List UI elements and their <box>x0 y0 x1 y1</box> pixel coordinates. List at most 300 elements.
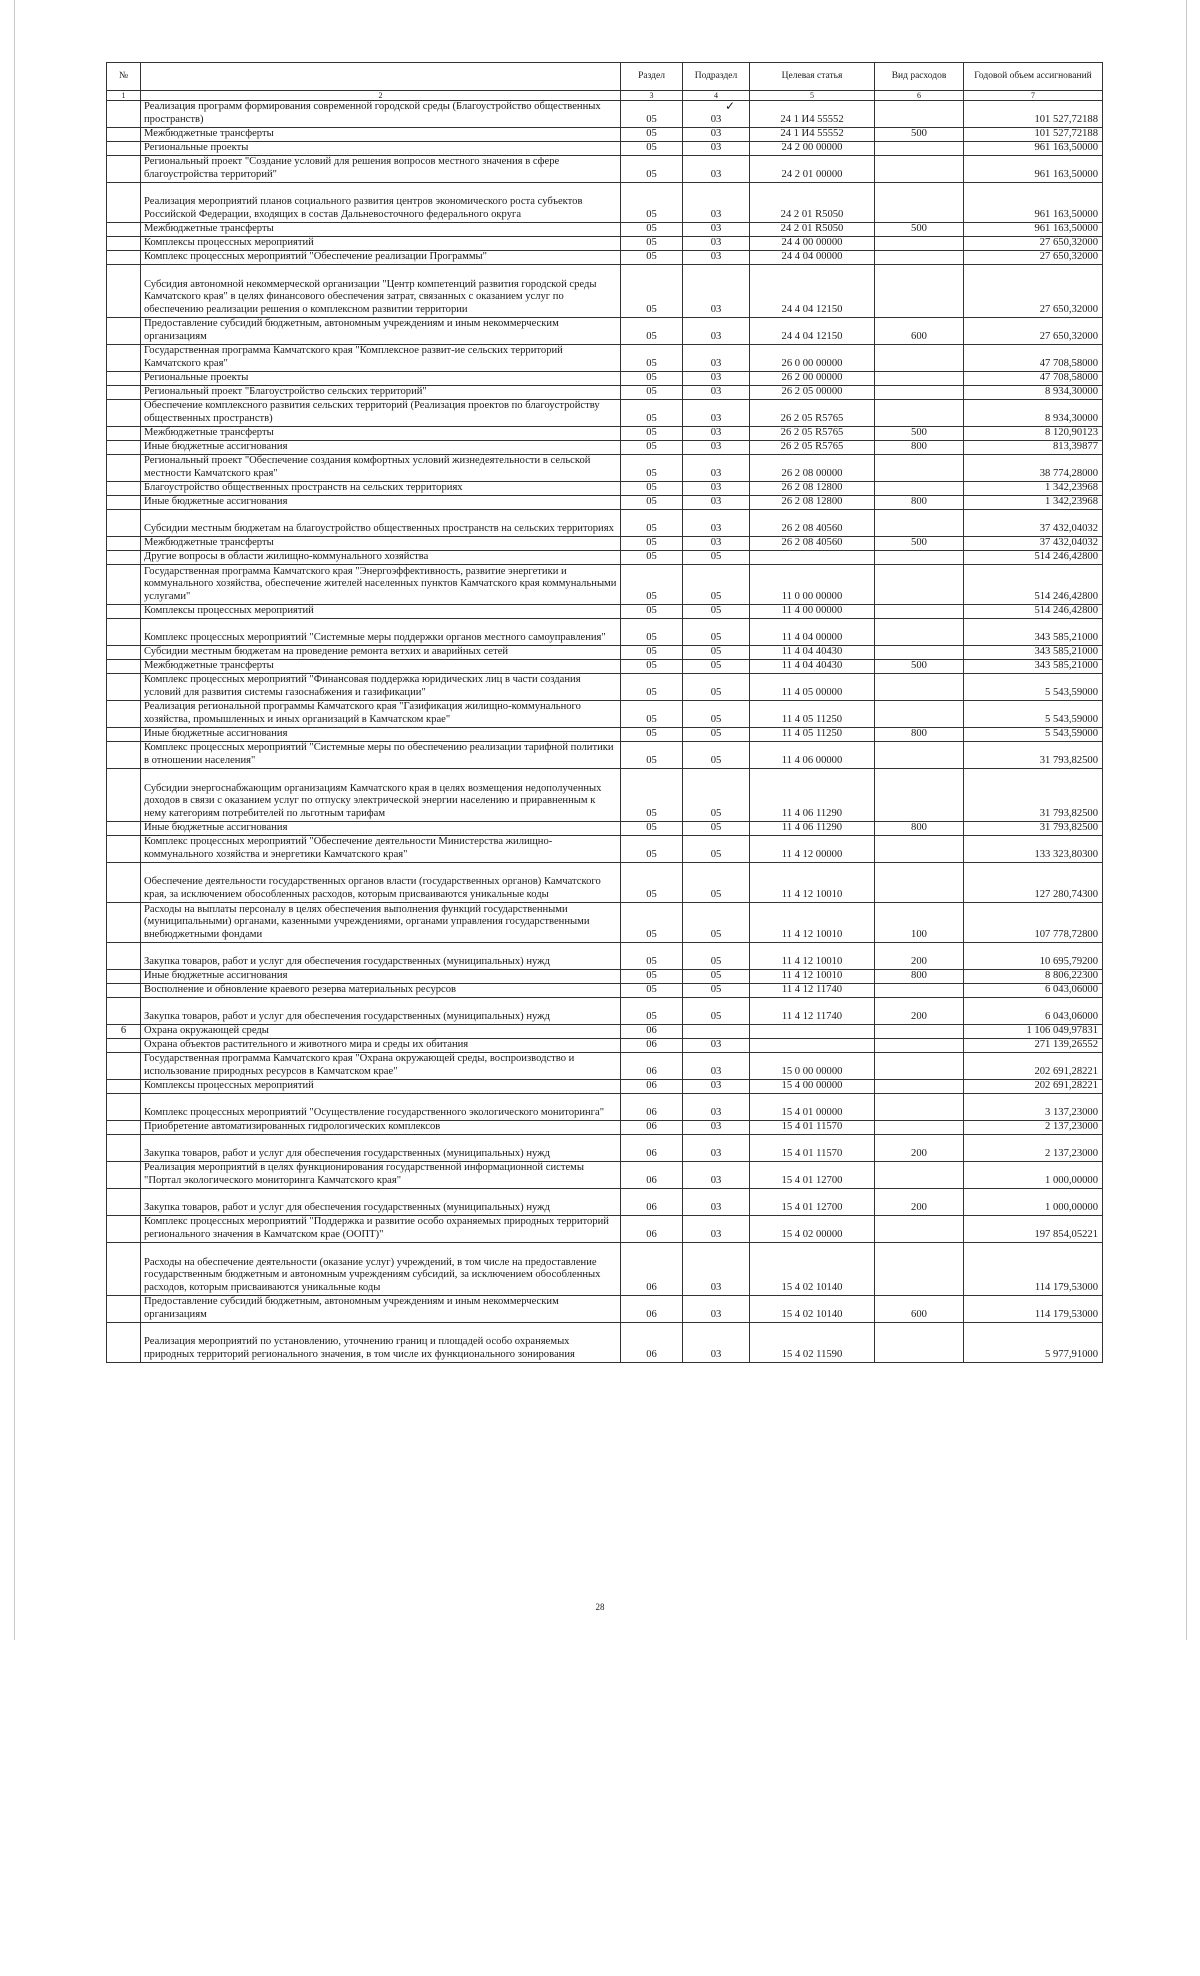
row-number <box>107 318 141 345</box>
table-row <box>107 660 1103 674</box>
row-name: Охрана объектов растительного и животного мира и среды их обитания <box>141 1039 621 1053</box>
row-number <box>107 1243 141 1296</box>
row-target-code: 15 4 01 12700 <box>750 1162 875 1189</box>
table-header-row <box>107 63 1103 91</box>
row-subsection: 05 <box>683 660 750 674</box>
row-section: 05 <box>621 142 683 156</box>
row-subsection: 03 <box>683 237 750 251</box>
row-expense-type <box>875 251 964 265</box>
row-name: Межбюджетные трансферты <box>141 427 621 441</box>
row-amount: 1 342,23968 <box>964 482 1103 496</box>
row-amount: 107 778,72800 <box>964 903 1103 943</box>
row-amount: 5 543,59000 <box>964 674 1103 701</box>
row-number <box>107 1216 141 1243</box>
row-target-code: 24 2 01 R5050 <box>750 223 875 237</box>
row-section: 05 <box>621 345 683 372</box>
row-amount: 31 793,82500 <box>964 769 1103 822</box>
row-amount: 8 934,30000 <box>964 386 1103 400</box>
row-amount: 961 163,50000 <box>964 142 1103 156</box>
row-subsection: 03 <box>683 482 750 496</box>
row-subsection: 03 <box>683 142 750 156</box>
row-number <box>107 1323 141 1363</box>
row-subsection: 05 <box>683 619 750 646</box>
row-amount: 514 246,42800 <box>964 551 1103 565</box>
table-body <box>107 101 1103 1363</box>
row-subsection: 03 <box>683 386 750 400</box>
row-subsection: 03 <box>683 455 750 482</box>
row-amount: 1 342,23968 <box>964 496 1103 510</box>
row-amount: 5 543,59000 <box>964 728 1103 742</box>
row-name: Реализация региональной программы Камчатского края "Газификация жилищно-коммунального хозяйства, промышленных и иных организаций в Камчатском крае" <box>141 701 621 728</box>
row-number <box>107 943 141 970</box>
row-target-code: 15 4 02 10140 <box>750 1243 875 1296</box>
row-target-code <box>750 1025 875 1039</box>
row-number <box>107 156 141 183</box>
row-subsection: 03 <box>683 1039 750 1053</box>
column-number: 6 <box>875 91 964 101</box>
row-number <box>107 183 141 223</box>
row-name: Комплексы процессных мероприятий <box>141 1080 621 1094</box>
row-number <box>107 101 141 128</box>
row-amount: 6 043,06000 <box>964 998 1103 1025</box>
table-row <box>107 619 1103 646</box>
table-row <box>107 400 1103 427</box>
row-section: 06 <box>621 1323 683 1363</box>
row-number <box>107 903 141 943</box>
row-name: Иные бюджетные ассигнования <box>141 728 621 742</box>
row-expense-type <box>875 1053 964 1080</box>
row-expense-type <box>875 836 964 863</box>
table-row <box>107 769 1103 822</box>
row-section: 05 <box>621 496 683 510</box>
row-section: 05 <box>621 183 683 223</box>
row-number <box>107 660 141 674</box>
row-amount: 343 585,21000 <box>964 619 1103 646</box>
column-number: 5 <box>750 91 875 101</box>
row-subsection: 05 <box>683 701 750 728</box>
table-row <box>107 1296 1103 1323</box>
row-expense-type <box>875 455 964 482</box>
row-number <box>107 1162 141 1189</box>
row-amount: 961 163,50000 <box>964 183 1103 223</box>
header-section: Раздел <box>621 63 683 91</box>
table-row <box>107 537 1103 551</box>
row-subsection: 03 <box>683 1135 750 1162</box>
row-section: 05 <box>621 156 683 183</box>
row-expense-type <box>875 674 964 701</box>
table-row <box>107 372 1103 386</box>
table-row <box>107 903 1103 943</box>
row-target-code <box>750 551 875 565</box>
row-section: 05 <box>621 265 683 318</box>
row-expense-type <box>875 1243 964 1296</box>
row-number <box>107 701 141 728</box>
row-amount: 8 934,30000 <box>964 400 1103 427</box>
row-name: Обеспечение деятельности государственных органов власти (государственных органов) Камчатского края, за исключением обособленных расходов, которым присваиваются уникальные коды <box>141 863 621 903</box>
row-number <box>107 551 141 565</box>
row-subsection <box>683 1025 750 1039</box>
row-target-code: 24 4 00 00000 <box>750 237 875 251</box>
row-target-code: 11 4 04 00000 <box>750 619 875 646</box>
row-amount: 6 043,06000 <box>964 984 1103 998</box>
row-name: Государственная программа Камчатского края "Комплексное развит-ие сельских территорий Камчатского края" <box>141 345 621 372</box>
row-name: Обеспечение комплексного развития сельских территорий (Реализация проектов по благоустройству общественных пространств) <box>141 400 621 427</box>
row-expense-type: 600 <box>875 318 964 345</box>
row-expense-type <box>875 510 964 537</box>
row-target-code: 15 4 02 10140 <box>750 1296 875 1323</box>
row-amount: 8 806,22300 <box>964 970 1103 984</box>
row-name: Реализация мероприятий планов социального развития центров экономического роста субъектов Российской Федерации, входящих в состав Дальневосточного федерального округа <box>141 183 621 223</box>
row-section: 05 <box>621 223 683 237</box>
row-number <box>107 728 141 742</box>
row-section: 05 <box>621 984 683 998</box>
row-amount: 114 179,53000 <box>964 1296 1103 1323</box>
row-target-code: 26 2 05 00000 <box>750 386 875 400</box>
row-expense-type <box>875 565 964 605</box>
header-exptype: Вид расходов <box>875 63 964 91</box>
row-section: 05 <box>621 943 683 970</box>
row-subsection: 05 <box>683 903 750 943</box>
row-amount: 10 695,79200 <box>964 943 1103 970</box>
row-subsection: 03 <box>683 265 750 318</box>
table-row <box>107 345 1103 372</box>
row-number <box>107 646 141 660</box>
row-expense-type: 800 <box>875 970 964 984</box>
row-section: 05 <box>621 998 683 1025</box>
row-target-code: 11 4 05 11250 <box>750 701 875 728</box>
table-row <box>107 674 1103 701</box>
row-subsection: 05 <box>683 551 750 565</box>
row-section: 05 <box>621 101 683 128</box>
row-section: 06 <box>621 1162 683 1189</box>
row-number <box>107 265 141 318</box>
row-expense-type <box>875 482 964 496</box>
row-section: 05 <box>621 646 683 660</box>
row-name: Иные бюджетные ассигнования <box>141 441 621 455</box>
table-row <box>107 1053 1103 1080</box>
table-row <box>107 510 1103 537</box>
table-row <box>107 863 1103 903</box>
row-expense-type <box>875 619 964 646</box>
row-section: 05 <box>621 660 683 674</box>
row-name: Реализация программ формирования современной городской среды (Благоустройство общественных пространств) <box>141 101 621 128</box>
row-amount: 127 280,74300 <box>964 863 1103 903</box>
row-number <box>107 496 141 510</box>
row-expense-type: 200 <box>875 998 964 1025</box>
row-subsection: 03 <box>683 128 750 142</box>
row-number <box>107 1121 141 1135</box>
row-target-code: 15 4 00 00000 <box>750 1080 875 1094</box>
row-target-code: 15 4 01 11570 <box>750 1121 875 1135</box>
row-target-code <box>750 1039 875 1053</box>
row-name: Закупка товаров, работ и услуг для обеспечения государственных (муниципальных) нужд <box>141 943 621 970</box>
row-number <box>107 1135 141 1162</box>
table-row <box>107 482 1103 496</box>
row-target-code: 26 2 05 R5765 <box>750 427 875 441</box>
table-row <box>107 943 1103 970</box>
row-number <box>107 1094 141 1121</box>
row-subsection: 03 <box>683 318 750 345</box>
row-amount: 202 691,28221 <box>964 1053 1103 1080</box>
row-name: Восполнение и обновление краевого резерва материальных ресурсов <box>141 984 621 998</box>
row-subsection: 03 <box>683 1296 750 1323</box>
row-subsection: 05 <box>683 822 750 836</box>
row-target-code: 26 2 00 00000 <box>750 372 875 386</box>
row-name: Комплексы процессных мероприятий <box>141 605 621 619</box>
row-expense-type <box>875 742 964 769</box>
row-amount: 197 854,05221 <box>964 1216 1103 1243</box>
row-name: Реализация мероприятий в целях функционирования государственной информационной системы "Портал экологического мониторинга Камчатского края" <box>141 1162 621 1189</box>
row-amount: 101 527,72188 <box>964 128 1103 142</box>
row-section: 06 <box>621 1039 683 1053</box>
handwritten-tick-mark: ✓ <box>725 99 736 113</box>
row-expense-type <box>875 701 964 728</box>
table-row <box>107 728 1103 742</box>
table-row <box>107 1162 1103 1189</box>
table-row <box>107 265 1103 318</box>
row-amount: 31 793,82500 <box>964 822 1103 836</box>
row-number <box>107 142 141 156</box>
table-row <box>107 1025 1103 1039</box>
row-number <box>107 400 141 427</box>
row-section: 05 <box>621 605 683 619</box>
row-target-code: 24 1 И4 55552 <box>750 101 875 128</box>
table-row <box>107 101 1103 128</box>
row-number <box>107 863 141 903</box>
row-target-code: 24 2 00 00000 <box>750 142 875 156</box>
row-expense-type <box>875 345 964 372</box>
row-name: Иные бюджетные ассигнования <box>141 970 621 984</box>
row-name: Расходы на выплаты персоналу в целях обеспечения выполнения функций государственными (муниципальными) органами, казенными учреждениями, органами управления государственными внебюджетными фондами <box>141 903 621 943</box>
row-name: Комплекс процессных мероприятий "Обеспечение деятельности Министерства жилищно-коммунального хозяйства и энергетики Камчатского края" <box>141 836 621 863</box>
row-target-code: 11 4 12 10010 <box>750 903 875 943</box>
row-amount: 3 137,23000 <box>964 1094 1103 1121</box>
row-target-code: 11 4 12 11740 <box>750 984 875 998</box>
table-row <box>107 128 1103 142</box>
row-target-code: 24 4 04 00000 <box>750 251 875 265</box>
row-name: Региональный проект "Обеспечение создания комфортных условий жизнедеятельности в сельской местности Камчатского края" <box>141 455 621 482</box>
row-subsection: 03 <box>683 1243 750 1296</box>
header-no: № <box>107 63 141 91</box>
row-section: 05 <box>621 742 683 769</box>
row-target-code: 11 4 04 40430 <box>750 660 875 674</box>
row-section: 05 <box>621 903 683 943</box>
row-amount: 47 708,58000 <box>964 372 1103 386</box>
row-expense-type: 200 <box>875 943 964 970</box>
row-name: Охрана окружающей среды <box>141 1025 621 1039</box>
header-name <box>141 63 621 91</box>
header-target: Целевая статья <box>750 63 875 91</box>
row-subsection: 03 <box>683 1053 750 1080</box>
row-name: Реализация мероприятий по установлению, уточнению границ и площадей особо охраняемых природных территорий регионального значения, в том числе их функционального зонирования <box>141 1323 621 1363</box>
row-name: Иные бюджетные ассигнования <box>141 822 621 836</box>
row-target-code: 15 4 01 11570 <box>750 1135 875 1162</box>
row-number <box>107 441 141 455</box>
row-name: Межбюджетные трансферты <box>141 537 621 551</box>
row-section: 05 <box>621 441 683 455</box>
table-row <box>107 1039 1103 1053</box>
row-amount: 514 246,42800 <box>964 565 1103 605</box>
table-row <box>107 156 1103 183</box>
row-subsection: 03 <box>683 156 750 183</box>
table-row <box>107 1216 1103 1243</box>
row-expense-type: 800 <box>875 822 964 836</box>
table-row <box>107 1135 1103 1162</box>
row-name: Региональные проекты <box>141 372 621 386</box>
row-number <box>107 1080 141 1094</box>
row-expense-type <box>875 265 964 318</box>
row-subsection: 03 <box>683 441 750 455</box>
row-amount: 8 120,90123 <box>964 427 1103 441</box>
table-row <box>107 223 1103 237</box>
row-expense-type: 800 <box>875 728 964 742</box>
row-subsection: 03 <box>683 345 750 372</box>
row-subsection: 05 <box>683 728 750 742</box>
table-row <box>107 455 1103 482</box>
row-amount: 2 137,23000 <box>964 1135 1103 1162</box>
row-number <box>107 769 141 822</box>
row-amount: 27 650,32000 <box>964 251 1103 265</box>
row-subsection: 05 <box>683 943 750 970</box>
row-expense-type <box>875 156 964 183</box>
row-name: Региональный проект "Благоустройство сельских территорий" <box>141 386 621 400</box>
row-number <box>107 742 141 769</box>
row-number <box>107 482 141 496</box>
row-amount: 1 000,00000 <box>964 1162 1103 1189</box>
table-row <box>107 1121 1103 1135</box>
row-expense-type <box>875 183 964 223</box>
row-amount: 101 527,72188 <box>964 101 1103 128</box>
row-expense-type <box>875 372 964 386</box>
row-name: Межбюджетные трансферты <box>141 128 621 142</box>
row-section: 05 <box>621 128 683 142</box>
row-name: Комплекс процессных мероприятий "Обеспечение реализации Программы" <box>141 251 621 265</box>
scan-edge-left <box>14 0 15 1640</box>
row-subsection: 05 <box>683 742 750 769</box>
row-subsection: 05 <box>683 863 750 903</box>
column-number: 3 <box>621 91 683 101</box>
row-name: Государственная программа Камчатского края "Энергоэффективность, развитие энергетики и коммунального хозяйства, обеспечение жителей населенных пунктов Камчатского края коммунальными услугами" <box>141 565 621 605</box>
row-expense-type: 500 <box>875 128 964 142</box>
row-section: 05 <box>621 674 683 701</box>
row-name: Комплекс процессных мероприятий "Поддержка и развитие особо охраняемых природных территорий регионального значения в Камчатском крае (ООПТ)" <box>141 1216 621 1243</box>
row-subsection: 05 <box>683 674 750 701</box>
row-expense-type: 500 <box>875 427 964 441</box>
row-section: 05 <box>621 537 683 551</box>
row-expense-type <box>875 863 964 903</box>
row-expense-type <box>875 1121 964 1135</box>
row-name: Региональные проекты <box>141 142 621 156</box>
row-subsection: 05 <box>683 970 750 984</box>
row-target-code: 11 4 05 00000 <box>750 674 875 701</box>
row-amount: 1 106 049,97831 <box>964 1025 1103 1039</box>
row-amount: 27 650,32000 <box>964 237 1103 251</box>
row-expense-type <box>875 1162 964 1189</box>
row-number <box>107 345 141 372</box>
row-name: Благоустройство общественных пространств на сельских территориях <box>141 482 621 496</box>
row-amount: 514 246,42800 <box>964 605 1103 619</box>
row-section: 05 <box>621 318 683 345</box>
row-expense-type <box>875 237 964 251</box>
row-expense-type: 500 <box>875 537 964 551</box>
row-subsection: 05 <box>683 565 750 605</box>
table-row <box>107 970 1103 984</box>
row-target-code: 26 2 05 R5765 <box>750 400 875 427</box>
row-section: 06 <box>621 1135 683 1162</box>
row-target-code: 26 2 08 00000 <box>750 455 875 482</box>
row-number <box>107 427 141 441</box>
row-subsection: 03 <box>683 427 750 441</box>
row-section: 05 <box>621 251 683 265</box>
row-expense-type: 800 <box>875 441 964 455</box>
row-section: 05 <box>621 728 683 742</box>
row-name: Другие вопросы в области жилищно-коммунального хозяйства <box>141 551 621 565</box>
row-number: 6 <box>107 1025 141 1039</box>
table-row <box>107 237 1103 251</box>
table-row <box>107 386 1103 400</box>
row-expense-type: 800 <box>875 496 964 510</box>
row-number <box>107 223 141 237</box>
row-subsection: 03 <box>683 183 750 223</box>
table-row <box>107 742 1103 769</box>
row-target-code: 26 2 08 12800 <box>750 496 875 510</box>
row-section: 05 <box>621 510 683 537</box>
table-row <box>107 836 1103 863</box>
row-target-code: 11 4 12 10010 <box>750 970 875 984</box>
table-row <box>107 1323 1103 1363</box>
row-subsection: 05 <box>683 998 750 1025</box>
row-section: 05 <box>621 619 683 646</box>
row-target-code: 15 4 02 11590 <box>750 1323 875 1363</box>
row-section: 05 <box>621 836 683 863</box>
row-number <box>107 455 141 482</box>
row-section: 05 <box>621 769 683 822</box>
row-subsection: 03 <box>683 1162 750 1189</box>
row-section: 05 <box>621 822 683 836</box>
row-target-code: 11 4 12 11740 <box>750 998 875 1025</box>
row-subsection: 03 <box>683 251 750 265</box>
row-subsection: 03 <box>683 510 750 537</box>
row-name: Закупка товаров, работ и услуг для обеспечения государственных (муниципальных) нужд <box>141 1189 621 1216</box>
row-amount: 47 708,58000 <box>964 345 1103 372</box>
table-row <box>107 496 1103 510</box>
row-number <box>107 984 141 998</box>
row-name: Региональный проект "Создание условий для решения вопросов местного значения в сфере благоустройства территорий" <box>141 156 621 183</box>
row-section: 05 <box>621 237 683 251</box>
row-name: Закупка товаров, работ и услуг для обеспечения государственных (муниципальных) нужд <box>141 998 621 1025</box>
row-number <box>107 1189 141 1216</box>
row-amount: 37 432,04032 <box>964 537 1103 551</box>
row-number <box>107 372 141 386</box>
row-target-code: 11 4 06 00000 <box>750 742 875 769</box>
row-number <box>107 1053 141 1080</box>
row-target-code: 15 4 01 00000 <box>750 1094 875 1121</box>
row-expense-type <box>875 1094 964 1121</box>
row-name: Государственная программа Камчатского края "Охрана окружающей среды, воспроизводство и использование природных ресурсов в Камчатском крае" <box>141 1053 621 1080</box>
row-expense-type <box>875 101 964 128</box>
row-name: Комплекс процессных мероприятий "Осуществление государственного экологического мониторинга" <box>141 1094 621 1121</box>
row-number <box>107 674 141 701</box>
row-target-code: 15 4 01 12700 <box>750 1189 875 1216</box>
column-number: 7 <box>964 91 1103 101</box>
row-amount: 38 774,28000 <box>964 455 1103 482</box>
row-target-code: 26 2 08 12800 <box>750 482 875 496</box>
row-target-code: 11 4 06 11290 <box>750 769 875 822</box>
row-expense-type <box>875 646 964 660</box>
row-subsection: 03 <box>683 101 750 128</box>
row-target-code: 15 0 00 00000 <box>750 1053 875 1080</box>
row-target-code: 24 4 04 12150 <box>750 318 875 345</box>
